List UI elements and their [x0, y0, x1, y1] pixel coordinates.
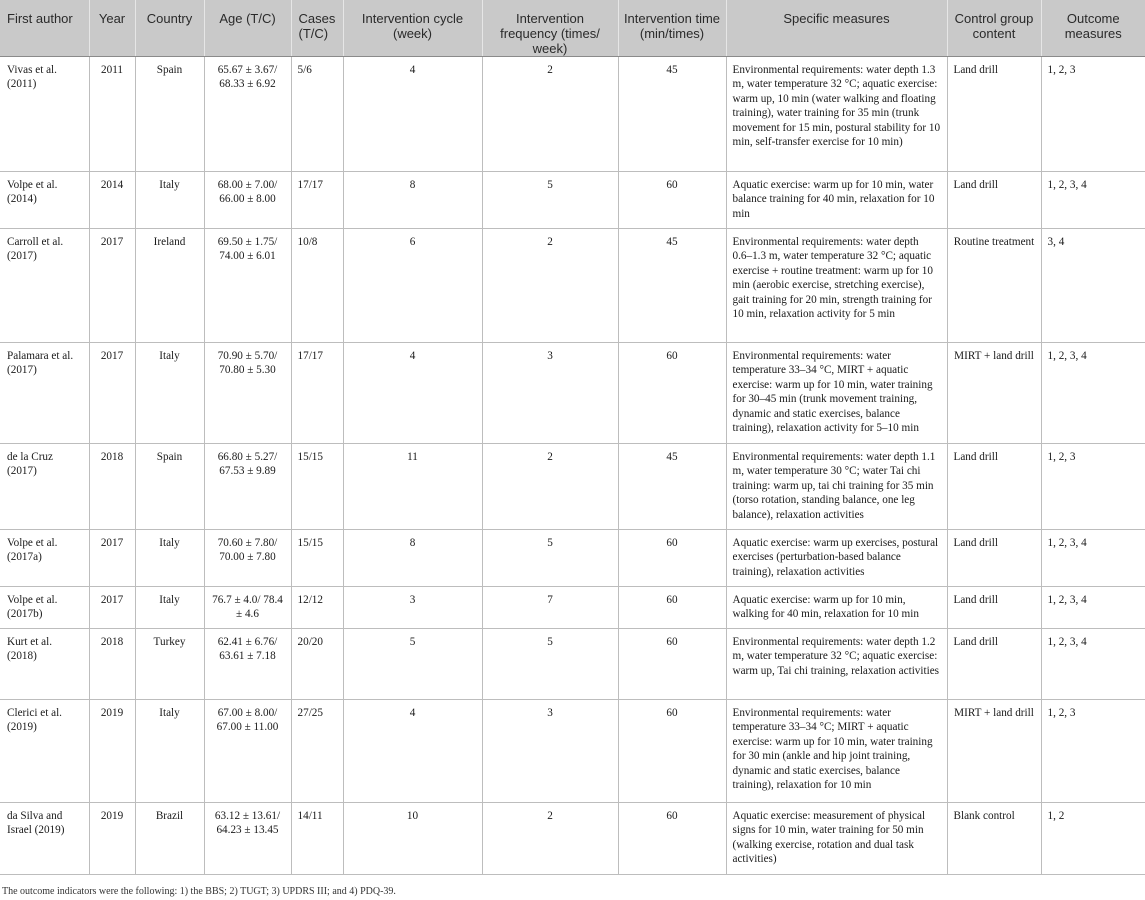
cell-year: 2014 [89, 172, 135, 229]
cell-author: da Silva and Israel (2019) [0, 803, 89, 875]
header-country: Country [135, 0, 204, 57]
cell-frequency: 5 [482, 172, 618, 229]
table-row [0, 803, 1145, 875]
cell-frequency: 2 [482, 229, 618, 343]
cell-country: Spain [135, 444, 204, 530]
cell-time: 60 [618, 343, 726, 444]
header-intervention-cycle: Intervention cycle (week) [343, 0, 482, 57]
header-year: Year [89, 0, 135, 57]
cell-cycle: 8 [343, 172, 482, 229]
header-specific-measures: Specific measures [726, 0, 947, 57]
cell-measures: Environmental requirements: water depth 1.1 m, water temperature 30 °C; water Tai chi training: warm up, tai chi training for 35 min (torso rotation, standing balance, one leg balance), relaxation activities [726, 444, 947, 530]
cell-control: Land drill [947, 629, 1041, 700]
cell-country: Turkey [135, 629, 204, 700]
cell-author: Kurt et al. (2018) [0, 629, 89, 700]
cell-year: 2017 [89, 343, 135, 444]
cell-cases: 12/12 [291, 587, 343, 629]
cell-age: 68.00 ± 7.00/ 66.00 ± 8.00 [204, 172, 291, 229]
cell-outcome: 1, 2, 3, 4 [1041, 172, 1145, 229]
cell-author: de la Cruz (2017) [0, 444, 89, 530]
header-control-group: Control group content [947, 0, 1041, 57]
cell-time: 60 [618, 530, 726, 587]
cell-frequency: 3 [482, 343, 618, 444]
cell-outcome: 3, 4 [1041, 229, 1145, 343]
cell-cycle: 4 [343, 700, 482, 803]
cell-year: 2018 [89, 629, 135, 700]
cell-age: 76.7 ± 4.0/ 78.4 ± 4.6 [204, 587, 291, 629]
cell-outcome: 1, 2, 3 [1041, 444, 1145, 530]
cell-control: Land drill [947, 444, 1041, 530]
cell-cases: 17/17 [291, 172, 343, 229]
cell-age: 65.67 ± 3.67/ 68.33 ± 6.92 [204, 57, 291, 172]
cell-author: Vivas et al. (2011) [0, 57, 89, 172]
cell-measures: Environmental requirements: water depth 0.6–1.3 m, water temperature 32 °C; aquatic exercise + routine treatment: warm up for 10 min (aerobic exercise, stretching exercise), gait training for 20 min, strength training for 10 min, relaxation activity for 5 min [726, 229, 947, 343]
cell-control: MIRT + land drill [947, 700, 1041, 803]
cell-author: Carroll et al. (2017) [0, 229, 89, 343]
cell-cycle: 4 [343, 343, 482, 444]
cell-outcome: 1, 2, 3, 4 [1041, 587, 1145, 629]
cell-age: 67.00 ± 8.00/ 67.00 ± 11.00 [204, 700, 291, 803]
table-row [0, 700, 1145, 803]
cell-author: Palamara et al. (2017) [0, 343, 89, 444]
cell-cycle: 4 [343, 57, 482, 172]
cell-author: Clerici et al. (2019) [0, 700, 89, 803]
cell-country: Italy [135, 172, 204, 229]
table-row [0, 587, 1145, 629]
cell-year: 2017 [89, 587, 135, 629]
cell-cycle: 8 [343, 530, 482, 587]
cell-measures: Aquatic exercise: measurement of physical signs for 10 min, water training for 50 min (walking exercise, rotation and dual task activities) [726, 803, 947, 875]
cell-frequency: 2 [482, 803, 618, 875]
cell-cycle: 11 [343, 444, 482, 530]
cell-time: 60 [618, 587, 726, 629]
cell-measures: Aquatic exercise: warm up for 10 min, walking for 40 min, relaxation for 10 min [726, 587, 947, 629]
cell-country: Spain [135, 57, 204, 172]
table-row [0, 57, 1145, 172]
cell-year: 2011 [89, 57, 135, 172]
cell-outcome: 1, 2, 3, 4 [1041, 629, 1145, 700]
header-outcome-measures: Outcome measures [1041, 0, 1145, 57]
cell-control: Blank control [947, 803, 1041, 875]
cell-cases: 5/6 [291, 57, 343, 172]
cell-country: Italy [135, 343, 204, 444]
cell-cases: 15/15 [291, 530, 343, 587]
cell-control: MIRT + land drill [947, 343, 1041, 444]
cell-time: 60 [618, 700, 726, 803]
cell-measures: Environmental requirements: water temperature 33–34 °C; MIRT + aquatic exercise: warm up for 10 min, water training for 30 min (ankle and hip joint training, dynamic and static exercises, balance training), relaxation for 10 min [726, 700, 947, 803]
cell-country: Italy [135, 530, 204, 587]
table-row [0, 629, 1145, 700]
header-first-author: First author [0, 0, 89, 57]
cell-cycle: 5 [343, 629, 482, 700]
table-header [0, 0, 1145, 57]
cell-control: Land drill [947, 530, 1041, 587]
table-row [0, 229, 1145, 343]
cell-age: 70.60 ± 7.80/ 70.00 ± 7.80 [204, 530, 291, 587]
cell-year: 2017 [89, 530, 135, 587]
cell-control: Land drill [947, 587, 1041, 629]
cell-measures: Aquatic exercise: warm up exercises, postural exercises (perturbation-based balance training), relaxation activities [726, 530, 947, 587]
cell-control: Land drill [947, 172, 1041, 229]
cell-time: 45 [618, 229, 726, 343]
header-cases: Cases (T/C) [291, 0, 343, 57]
cell-age: 62.41 ± 6.76/ 63.61 ± 7.18 [204, 629, 291, 700]
cell-year: 2019 [89, 700, 135, 803]
cell-year: 2017 [89, 229, 135, 343]
cell-cases: 10/8 [291, 229, 343, 343]
cell-cases: 20/20 [291, 629, 343, 700]
cell-frequency: 3 [482, 700, 618, 803]
cell-author: Volpe et al. (2017b) [0, 587, 89, 629]
cell-control: Land drill [947, 57, 1041, 172]
cell-frequency: 5 [482, 629, 618, 700]
cell-cases: 17/17 [291, 343, 343, 444]
cell-country: Italy [135, 700, 204, 803]
cell-age: 66.80 ± 5.27/ 67.53 ± 9.89 [204, 444, 291, 530]
cell-frequency: 2 [482, 444, 618, 530]
cell-age: 70.90 ± 5.70/ 70.80 ± 5.30 [204, 343, 291, 444]
cell-frequency: 7 [482, 587, 618, 629]
table-row [0, 343, 1145, 444]
table-footnote: The outcome indicators were the following: 1) the BBS; 2) TUGT; 3) UPDRS III; and 4) PDQ-39. [2, 886, 396, 897]
cell-measures: Aquatic exercise: warm up for 10 min, water balance training for 40 min, relaxation for 10 min [726, 172, 947, 229]
cell-frequency: 2 [482, 57, 618, 172]
cell-time: 60 [618, 803, 726, 875]
cell-country: Brazil [135, 803, 204, 875]
cell-cycle: 10 [343, 803, 482, 875]
cell-outcome: 1, 2, 3 [1041, 57, 1145, 172]
cell-outcome: 1, 2, 3, 4 [1041, 530, 1145, 587]
cell-frequency: 5 [482, 530, 618, 587]
cell-cases: 27/25 [291, 700, 343, 803]
cell-control: Routine treatment [947, 229, 1041, 343]
header-age: Age (T/C) [204, 0, 291, 57]
cell-outcome: 1, 2, 3 [1041, 700, 1145, 803]
cell-measures: Environmental requirements: water depth 1.2 m, water temperature 32 °C; aquatic exercise: warm up, Tai chi training, relaxation activities [726, 629, 947, 700]
cell-time: 60 [618, 172, 726, 229]
table-row [0, 444, 1145, 530]
cell-outcome: 1, 2 [1041, 803, 1145, 875]
cell-author: Volpe et al. (2017a) [0, 530, 89, 587]
table-body [0, 57, 1145, 875]
header-intervention-frequency: Intervention frequency (times/ week) [482, 0, 618, 57]
cell-time: 45 [618, 57, 726, 172]
cell-time: 45 [618, 444, 726, 530]
cell-cases: 14/11 [291, 803, 343, 875]
cell-measures: Environmental requirements: water temperature 33–34 °C, MIRT + aquatic exercise: warm up for 10 min, water training for 30–45 min (trunk movement training, dynamic and static exercises, balance training), relaxation activity for 5–10 min [726, 343, 947, 444]
header-intervention-time: Intervention time (min/times) [618, 0, 726, 57]
cell-measures: Environmental requirements: water depth 1.3 m, water temperature 32 °C; aquatic exercise: warm up, 10 min (water walking and floating training), water training for 35 min (trunk movement for 15 min, postural stability for 10 min, self-transfer exercise for 10 min) [726, 57, 947, 172]
cell-country: Ireland [135, 229, 204, 343]
cell-year: 2018 [89, 444, 135, 530]
cell-outcome: 1, 2, 3, 4 [1041, 343, 1145, 444]
header-row [0, 0, 1145, 57]
cell-country: Italy [135, 587, 204, 629]
cell-age: 69.50 ± 1.75/ 74.00 ± 6.01 [204, 229, 291, 343]
cell-cycle: 3 [343, 587, 482, 629]
table-row [0, 530, 1145, 587]
table-row [0, 172, 1145, 229]
cell-year: 2019 [89, 803, 135, 875]
cell-cases: 15/15 [291, 444, 343, 530]
cell-age: 63.12 ± 13.61/ 64.23 ± 13.45 [204, 803, 291, 875]
cell-author: Volpe et al. (2014) [0, 172, 89, 229]
cell-time: 60 [618, 629, 726, 700]
cell-cycle: 6 [343, 229, 482, 343]
